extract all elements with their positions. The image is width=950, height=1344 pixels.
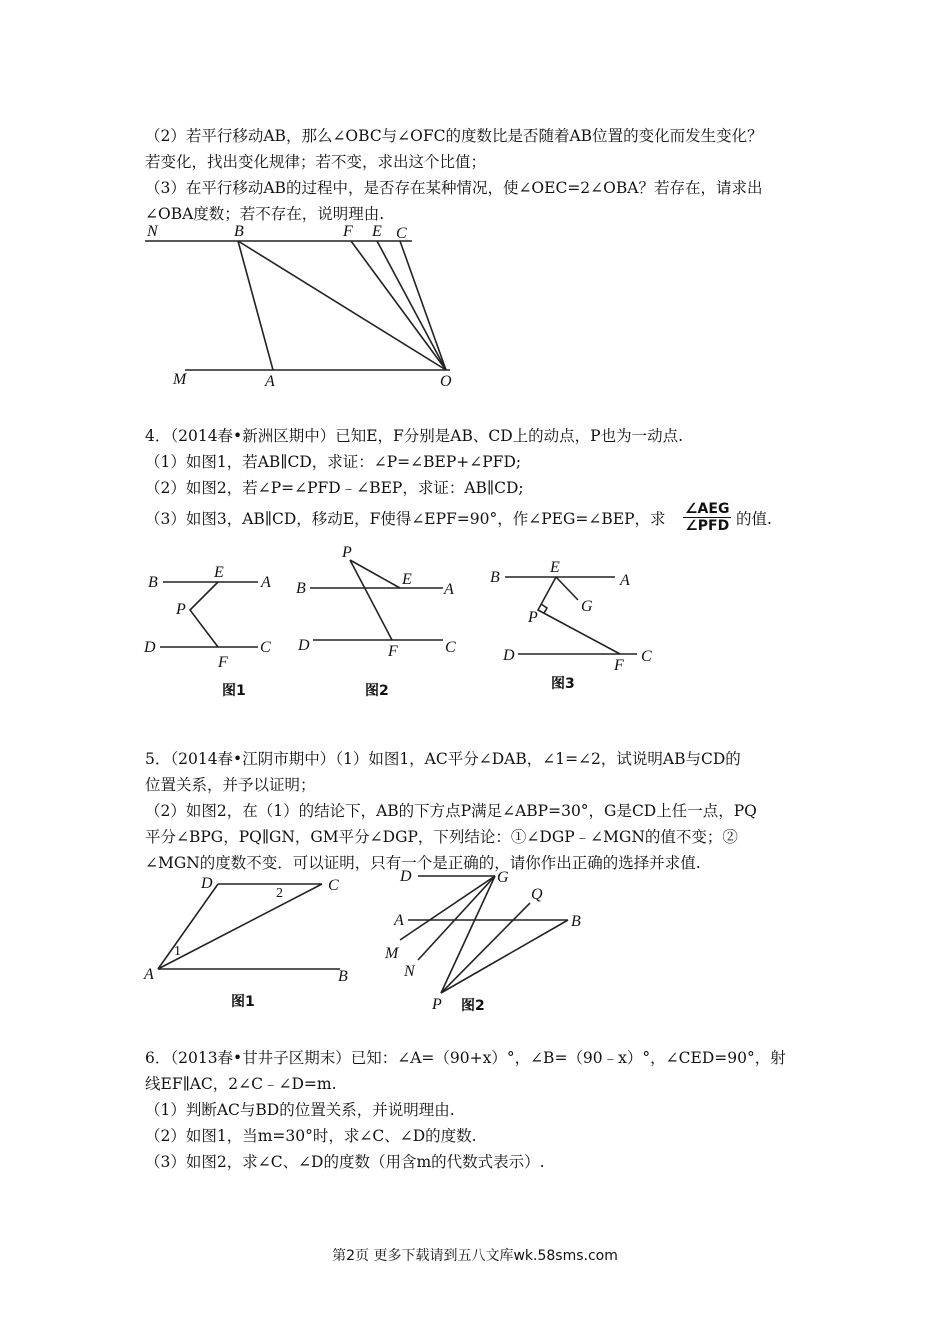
q5-fig2-caption: 图2 <box>461 998 485 1014</box>
q3-line-1: （2）若平行移动AB，那么∠OBC与∠OFC的度数比是否随着AB位置的变化而发生变化？ <box>145 127 763 145</box>
fig3-label-f: F <box>614 657 624 674</box>
q5-fig2-label-p: P <box>432 996 442 1013</box>
fig2-label-a: A <box>444 581 454 598</box>
q5-fig2-label-q: Q <box>531 886 543 903</box>
fig2-label-d: D <box>298 637 310 654</box>
fig1-label-b: B <box>148 574 158 591</box>
label-n: N <box>147 223 158 240</box>
q5-fig2-segment-pq <box>441 903 530 993</box>
q4-line-3: （2）如图2，若∠P=∠PFD﹣∠BEP，求证：AB∥CD; <box>145 479 524 497</box>
fig3-label-p: P <box>528 609 538 626</box>
label-b: B <box>234 223 244 240</box>
q5-fig1-label-2: 2 <box>276 886 283 901</box>
q6-line-5: （3）如图2，求∠C、∠D的度数（用含m的代数式表示）. <box>145 1153 545 1171</box>
q5-fig2-segment-pb <box>441 920 568 993</box>
q5-fig2-label-a: A <box>394 912 404 929</box>
label-m: M <box>173 371 187 388</box>
q5-line-3: （2）如图2，在（1）的结论下，AB的下方点P满足∠ABP=30°，G是CD上任一点，PQ <box>145 802 757 820</box>
q6-line-1: 6．（2013春•甘井子区期末）已知：∠A=（90+x）°，∠B=（90﹣x）°，∠CED=90°，射 <box>145 1049 786 1067</box>
label-o: O <box>440 373 452 390</box>
fig1-label-e: E <box>214 564 224 581</box>
fig3-label-g: G <box>581 598 593 615</box>
label-e: E <box>372 223 382 240</box>
q5-fig1-label-d: D <box>201 875 213 892</box>
q5-line-1: 5．（2014春•江阴市期中）（1）如图1，AC平分∠DAB，∠1=∠2，试说明AB与CD的 <box>145 750 741 768</box>
q5-line-4: 平分∠BPG，PQ∥GN，GM平分∠DGP，下列结论：①∠DGP﹣∠MGN的值不变；② <box>145 828 738 846</box>
q5-fig2-label-d: D <box>400 868 412 885</box>
q5-fig1-caption: 图1 <box>231 994 255 1010</box>
fig1-label-a: A <box>261 574 271 591</box>
q5-fig1-segment-ac <box>158 884 322 969</box>
q5-fig2-hidden <box>418 876 441 993</box>
q5-fig1-label-a: A <box>144 966 154 983</box>
fig2-label-f: F <box>388 643 398 660</box>
q4-line-4-end: 的值. <box>736 510 772 528</box>
q5-fig1-segment-ad <box>158 884 218 969</box>
q5-fig1-label-b: B <box>338 968 348 985</box>
q5-fig1-label-c: C <box>328 877 339 894</box>
fig3-label-e: E <box>550 559 560 576</box>
q6-line-4: （2）如图1，当m=30°时，求∠C、∠D的度数. <box>145 1127 477 1145</box>
fig3-label-a: A <box>620 572 630 589</box>
q5-line-5: ∠MGN的度数不变．可以证明，只有一个是正确的，请你作出正确的选择并求值. <box>145 854 701 872</box>
fig2-caption: 图2 <box>365 683 389 699</box>
label-f: F <box>343 223 353 240</box>
q4-line-4: （3）如图3，AB∥CD，移动E，F使得∠EPF=90°，作∠PEG=∠BEP，求 <box>145 510 666 528</box>
q3-line-4: ∠OBA度数；若不存在，说明理由. <box>145 205 385 223</box>
q5-fig2-label-m: M <box>385 945 399 962</box>
q3-line-3: （3）在平行移动AB的过程中，是否存在某种情况，使∠OEC=2∠OBA？若存在，请求出 <box>145 179 763 197</box>
q5-fig2-segment-gn <box>418 876 495 960</box>
q4-fraction-numerator: ∠AEG <box>685 501 730 517</box>
fig1-label-d: D <box>144 639 156 656</box>
q5-fig2-label-n: N <box>404 963 415 980</box>
q4-line-2: （1）如图1，若AB∥CD，求证：∠P=∠BEP+∠PFD; <box>145 453 522 471</box>
fig2-label-b: B <box>296 580 306 597</box>
label-a: A <box>265 373 275 390</box>
q3-line-2: 若变化，找出变化规律；若不变，求出这个比值； <box>145 153 487 171</box>
q5-fig2-label-b: B <box>571 913 581 930</box>
fig3-caption: 图3 <box>551 676 575 692</box>
label-c: C <box>396 225 407 242</box>
q6-line-2: 线EF∥AC，2∠C﹣∠D=m. <box>145 1075 337 1093</box>
fig2-label-p: P <box>342 544 352 561</box>
fig3-label-b: B <box>490 569 500 586</box>
fig2-label-e: E <box>402 571 412 588</box>
q4-line-1: 4．（2014春•新洲区期中）已知E，F分别是AB、CD上的动点，P也为一动点. <box>145 427 683 445</box>
page-footer: 第2页 更多下载请到五八文库wk.58sms.com <box>332 1248 618 1264</box>
fig1-label-f: F <box>218 654 228 671</box>
q5-line-2: 位置关系，并予以证明； <box>145 776 316 794</box>
fig1-caption: 图1 <box>222 683 246 699</box>
fig1-label-c: C <box>260 639 271 656</box>
q4-fraction-denominator: ∠PFD <box>685 518 730 534</box>
fig2-label-c: C <box>445 639 456 656</box>
fig1-label-p: P <box>176 601 186 618</box>
q5-fig2-label-g: G <box>497 869 509 886</box>
fig3-label-d: D <box>503 647 515 664</box>
q6-line-3: （1）判断AC与BD的位置关系，并说明理由. <box>145 1101 455 1119</box>
q5-fig1-label-1: 1 <box>174 944 181 959</box>
fig3-label-c: C <box>641 648 652 665</box>
